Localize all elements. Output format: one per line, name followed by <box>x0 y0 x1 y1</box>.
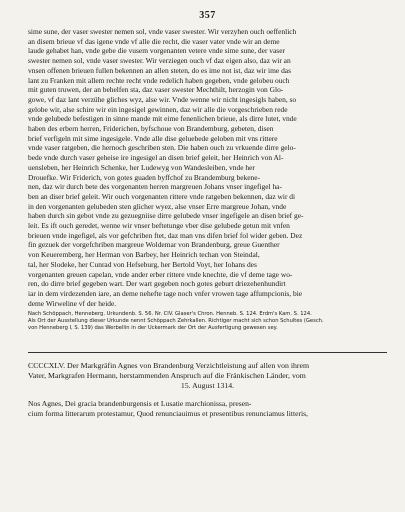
source-notes <box>28 311 387 332</box>
body-text-line: iar in dem virdezenden iare, an deme nehefte tage noch vnfer vrowen tage affumpcionis, bie <box>28 288 303 298</box>
body-text-line: uensleben, her Heinrich Schenke, her Ludewyg von Wandesleiben, vnde her <box>28 162 255 172</box>
latin-text-line: cium forma litterarum protestamur, Quod renunciauimus et presentibus renunciamus litteris, <box>28 409 308 419</box>
note-line: von Henneberg I, S. 139) das Werbellin in der Uckermark der Ort der Ausfertigung gewesen sey. <box>28 325 278 332</box>
body-text-line: haben des erbern herren, Friderichen, byfschoue von Brandemburg, gebeten, disen <box>28 124 274 134</box>
page-number: 357 <box>199 10 216 21</box>
body-text-line: brief verfigeln mit sime ingesigele. Vnde alle dise geluebede geloben mit vns rittere <box>28 133 278 143</box>
body-text-line: laude gehabet han, vnde gebe die vusem vorgenanten vetere vnde sime sune, der vaser <box>28 46 285 56</box>
body-text-line: von Keueremberg, her Herman von Barbey, her Heinrich techan von Steindal, <box>28 250 260 260</box>
body-text-line: nen, daz wir durch bete des vorgenanten herren margreuen Johans vnser ingefigel ha- <box>28 182 282 192</box>
latin-text-line: Nos Agnes, Dei gracia brandenburgensis et Lusatie marchionissa, presen- <box>28 399 252 409</box>
body-text-line: leit. Es ift ouch geredet, wenne wir vnser beftetunge vber dise gelubede getun mit vnfen <box>28 221 290 231</box>
body-text-line: tal, her Slodeke, her Cunrad von Hefseburg, her Bertold Voyt, her Iohans des <box>28 259 257 269</box>
body-text-line: deme Wirweline vf der heide. <box>28 298 117 308</box>
heading-date: 15. August 1314. <box>180 381 235 391</box>
body-text-line: Drouefke. Wir Friderich, von gotes guaden byffchof zu Brandemburg bekene- <box>28 172 261 182</box>
note-line: Nach Schöppach, Henneberg. Urkundenb. S. 56. Nr. CIV. Glaser's Chron. Henneb. S. 124. Erdm's Kam. S. 124. <box>28 311 312 318</box>
body-text-line: sime sune, der vaser swester nemen sol, vnde vaser swester. Wir verzyhen ouch oeffenlich <box>28 27 297 36</box>
body-text-line: swester nemen sol, vnde vaser swester. Wir verziegen ouch vf daz eigen also, daz wir an <box>28 56 291 66</box>
note-line: Als Ort der Ausstellung dieser Urkunde nennt Schöppach Zehrkallen. Richtiger macht sich schon Schultes (Gesch. <box>28 318 324 325</box>
body-text-line: gelobe wir, alse schire wir ein ingesigel gewinnen, daz wir alle die vorgeschrieben rede <box>28 104 288 114</box>
document-heading <box>28 361 387 391</box>
charter-body-text <box>28 27 387 308</box>
body-text-line: gowe, vf daz lant verzühe gliches wyz, alse wir. Vnde wenne wir nicht ingesigls haben, so <box>28 94 297 104</box>
section-separator <box>28 352 387 353</box>
body-text-line: mit guten truwen, der an behelfen sta, daz vaser swester Mechthilt, herzogin von Glo- <box>28 85 284 95</box>
heading-line: Vater, Markgrafen Hermann, herstammenden Anspruch auf die Fränkischen Länder, vom <box>28 371 306 381</box>
body-text-line: vnde gelubede befestigen in sinne mande mit eime fenenlichen brieue, als dirre lutet, vnde <box>28 114 297 124</box>
body-text-line: ren, do dirre brief gegeben wart. Der wart gegeben noch gotes geburt driezehenhundirt <box>28 279 286 289</box>
body-text-line: fin gezuek der vorgefchriben margreue Woldemar von Brandenburg, greue Guenther <box>28 240 280 250</box>
heading-line: CCCCXLV. Der Markgräfin Agnes von Brandenburg Verzichtleistung auf allen von ihrem <box>28 361 310 371</box>
body-text-line: brieuen vnde ingefigel, als vor gefchriben ftet, daz man vns difen brief fol wider geben. Dez <box>28 230 303 240</box>
body-text-line: an disem brieue vf das igene vnde vf alle die recht, die vaser vater vnde wir an deme <box>28 36 280 46</box>
latin-charter-text <box>28 399 387 419</box>
body-text-line: ben an diser brief geleit. Wir ouch vorgenanten rittere vnde ratgeben bekennen, daz wir di <box>28 191 296 201</box>
body-text-line: haben durch sin gebot vnde zu gezuegniise dirre gelubede vnser ingefigele an disen brief ge- <box>28 211 304 221</box>
body-text-line: vnde vaser ratgeben, die hernoch geschriben sten. Die haben ouch zu vrkuende dirre gelo- <box>28 143 296 153</box>
body-text-line: vorgenanten greuen capelan, vnde ander erber rittere vnde knechte, die vf deme tage wo- <box>28 269 293 279</box>
body-text-line: in den vorgenanten gelubeden sten glicher wyez, alse vnser Erre margreue Johan, vnde <box>28 201 287 211</box>
body-text-line: lant zu Franken mit allem rechte recht vnde redelich haben gegeben, vnde gelobeu ouch <box>28 75 290 85</box>
body-text-line: bede vnde durch vaser geheise ire ingesigel an disen brief geleit, her Heinrich von Al- <box>28 153 284 163</box>
body-text-line: vnsen offenen brieuen fullen bekennen an allen steten, do es ime not ist, daz wir ime das <box>28 65 291 75</box>
